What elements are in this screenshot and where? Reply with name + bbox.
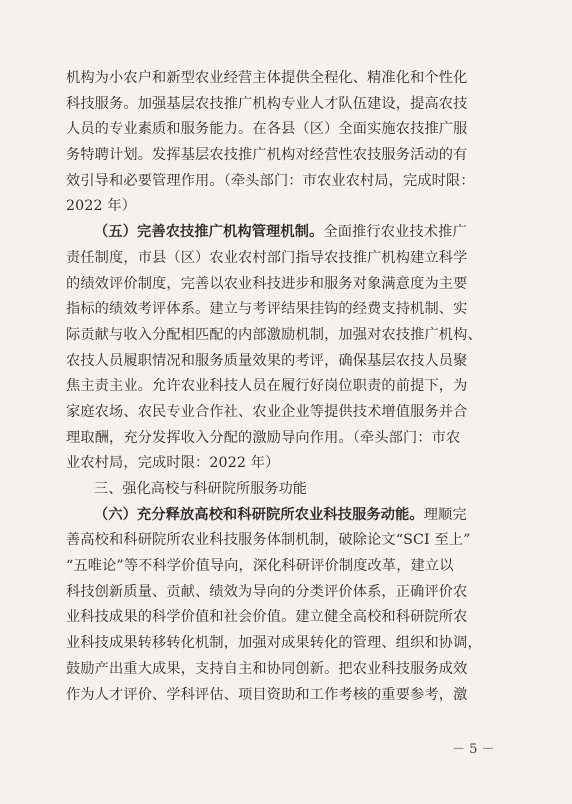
paragraph-2-line: 指标的绩效考评体系。建立与考评结果挂钩的经费支持机制、实 bbox=[66, 301, 468, 318]
paragraph-2-line: 焦主责主业。允许农业科技人员在履行好岗位职责的前提下，为 bbox=[66, 378, 468, 395]
paragraph-3-line: 科技创新质量、贡献、绩效为导向的分类评价体系，正确评价农 bbox=[66, 583, 468, 600]
paragraph-3-first-line bbox=[66, 503, 498, 529]
paragraph-3-line: 作为人才评价、学科评估、项目资助和工作考核的重要参考，激 bbox=[66, 686, 468, 703]
paragraph-3-line: 业科技成果转移转化机制，加强对成果转化的管理、组织和协调， bbox=[66, 635, 482, 652]
paragraph-3-line: 鼓励产出重大成果，支持自主和协同创新。把农业科技服务成效 bbox=[66, 660, 468, 677]
paragraph-2-line: 业农村局，完成时限：2022 年） bbox=[66, 455, 280, 472]
paragraph-1 bbox=[66, 66, 498, 220]
paragraph-3 bbox=[66, 503, 498, 709]
paragraph-1-line: 务特聘计划。发挥基层农技推广机构对经营性农技服务活动的有 bbox=[66, 147, 468, 164]
paragraph-3-line: 善高校和科研院所农业科技服务体制机制，破除论文“SCI 至上” bbox=[66, 532, 471, 549]
paragraph-2-line: 理取酬，充分发挥收入分配的激励导向作用。（牵头部门：市农 bbox=[66, 429, 461, 446]
document-body bbox=[66, 66, 498, 708]
section-3-title: 三、强化高校与科研院所服务功能 bbox=[94, 481, 307, 497]
paragraph-3-line: 业科技成果的科学价值和社会价值。建立健全高校和科研院所农 bbox=[66, 609, 468, 626]
paragraph-2-line: 全面推行农业技术推广 bbox=[323, 224, 467, 241]
paragraph-1-line: 机构为小农户和新型农业经营主体提供全程化、精准化和个性化 bbox=[66, 70, 468, 86]
paragraph-1-line: 2022 年） bbox=[66, 198, 137, 215]
paragraph-2-first-line bbox=[66, 220, 498, 246]
paragraph-1-line: 人员的专业素质和服务能力。在各县（区）全面实施农技推广服 bbox=[66, 121, 468, 138]
paragraph-1-line: 效引导和必要管理作用。（牵头部门：市农业农村局，完成时限： bbox=[66, 172, 475, 189]
paragraph-3-line: 理顺完 bbox=[423, 506, 467, 523]
page-number: － 5 － bbox=[452, 742, 495, 757]
paragraph-2-line: 农技人员履职情况和服务质量效果的考评，确保基层农技人员聚 bbox=[66, 352, 468, 369]
paragraph-2-line: 的绩效评价制度，完善以农业科技进步和服务对象满意度为主要 bbox=[66, 275, 468, 292]
paragraph-3-heading: （六）充分释放高校和科研院所农业科技服务动能。 bbox=[94, 506, 424, 523]
paragraph-2-line: 家庭农场、农民专业合作社、农业企业等提供技术增值服务并合 bbox=[66, 403, 468, 420]
paragraph-3-line: “五唯论”等不科学价值导向，深化科研评价制度改革，建立以 bbox=[66, 558, 454, 575]
paragraph-2-line: 责任制度，市县（区）农业农村部门指导农技推广机构建立科学 bbox=[66, 249, 468, 266]
paragraph-2-line: 际贡献与收入分配相匹配的内部激励机制，加强对农技推广机构、 bbox=[66, 326, 482, 343]
paragraph-2-heading: （五）完善农技推广机构管理机制。 bbox=[94, 224, 324, 241]
paragraph-2 bbox=[66, 220, 498, 477]
paragraph-1-line: 科技服务。加强基层农技推广机构专业人才队伍建设，提高农技 bbox=[66, 95, 468, 112]
